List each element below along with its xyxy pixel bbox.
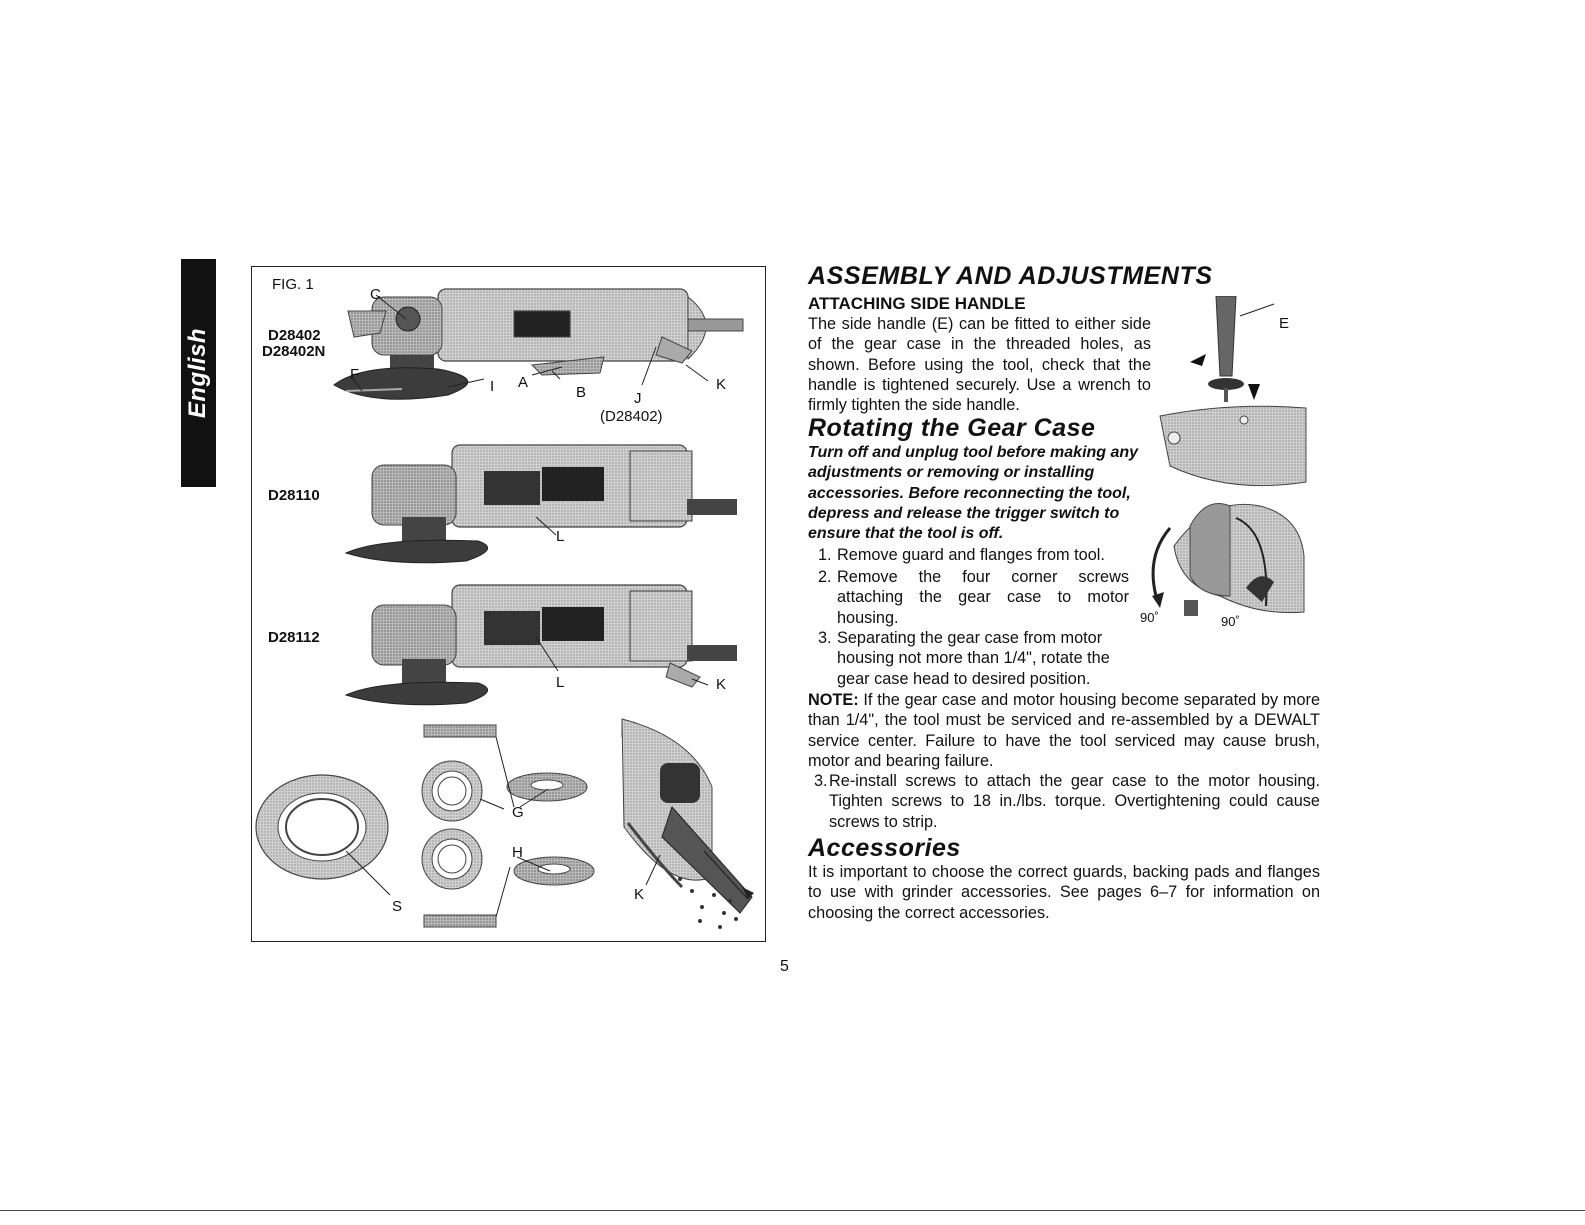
step-2-text: Remove the four corner screws attaching the gear case to motor housing. <box>837 568 1129 627</box>
callout-e: E <box>1279 315 1290 332</box>
gear-case-top-drawing <box>1160 406 1306 485</box>
page-title: ASSEMBLY AND ADJUSTMENTS <box>808 262 1213 290</box>
model-label-d28112: D28112 <box>268 629 320 646</box>
note-text: If the gear case and motor housing become separated by more than 1/4", the tool must be serviced and re-assembled by a DEWALT service center. Failure to have the tool serviced may cause brush, motor and bearing failure. <box>808 691 1320 770</box>
angle-left-label: 90˚ <box>1140 610 1159 625</box>
figure-label: FIG. 1 <box>272 276 314 293</box>
callout-f: F <box>350 366 360 383</box>
callout-b: B <box>576 384 587 401</box>
rotating-heading: Rotating the Gear Case <box>808 414 1096 442</box>
grinder-d28112-drawing <box>346 585 737 705</box>
callout-k-bottom: K <box>634 886 645 903</box>
accessories-heading: Accessories <box>808 834 961 862</box>
callout-i: I <box>490 378 495 395</box>
grinder-d28110-drawing <box>346 445 737 563</box>
callout-s: S <box>392 898 403 915</box>
model-label-d28110: D28110 <box>268 487 320 504</box>
callout-k-middle: K <box>716 676 727 693</box>
step-2-number: 2. <box>818 568 832 586</box>
step-reinstall-text: Re-install screws to attach the gear case to the motor housing. Tighten screws to 18 in./lbs. torque. Overtightening could cause screws to strip. <box>829 772 1320 831</box>
rotating-warning: Turn off and unplug tool before making any adjustments or removing or installing accessories. Before reconnecting the tool, depress and release the trigger switch to ensure that the tool is off. <box>808 444 1139 543</box>
note-paragraph <box>808 690 1320 771</box>
step-1-text: Remove guard and flanges from tool. <box>837 546 1105 564</box>
callout-j-note: (D28402) <box>600 408 663 425</box>
grinder-illustrations <box>252 267 765 941</box>
callout-l-bottom: L <box>556 674 565 691</box>
callout-h: H <box>512 844 523 861</box>
model-label-d28402: D28402 <box>268 327 321 344</box>
step-3-number: 3. <box>818 629 832 647</box>
flanges-drawing <box>256 725 594 927</box>
figure-1 <box>251 266 766 942</box>
callout-j: J <box>634 390 642 407</box>
gear-case-illustrations <box>1150 296 1310 616</box>
side-handle-drawing <box>1190 296 1274 402</box>
language-tab <box>181 259 216 487</box>
note-label: NOTE: <box>808 691 859 709</box>
model-label-d28402n: D28402N <box>262 343 326 360</box>
step-reinstall-number: 3. <box>814 772 828 790</box>
side-handle-body: The side handle (E) can be fitted to either side of the gear case in the threaded holes, as shown. Before using the tool, check that the handle is tightened securely. Use a wrench to firmly tighten the side handle. <box>808 315 1151 415</box>
gear-case-rotation-drawing <box>1152 504 1304 617</box>
step-3-text: Separating the gear case from motor housing not more than 1/4", rotate the gear case head to desired position. <box>837 629 1110 688</box>
page-edge-line <box>0 1210 1585 1211</box>
callout-c: C <box>370 286 381 303</box>
callout-g: G <box>512 804 524 821</box>
step-1-number: 1. <box>818 546 832 564</box>
page-number: 5 <box>780 958 789 975</box>
callout-a: A <box>518 374 529 391</box>
accessories-body: It is important to choose the correct guards, backing pads and flanges to use with grinder accessories. See pages 6–7 for information on choosing the correct accessories. <box>808 863 1320 922</box>
language-tab-label: English <box>184 327 212 419</box>
callout-l-middle: L <box>556 528 565 545</box>
angle-right-label: 90˚ <box>1221 614 1240 629</box>
side-handle-heading: ATTACHING SIDE HANDLE <box>808 294 1026 313</box>
callout-k-top: K <box>716 376 727 393</box>
grinder-d28402-drawing <box>334 286 743 399</box>
